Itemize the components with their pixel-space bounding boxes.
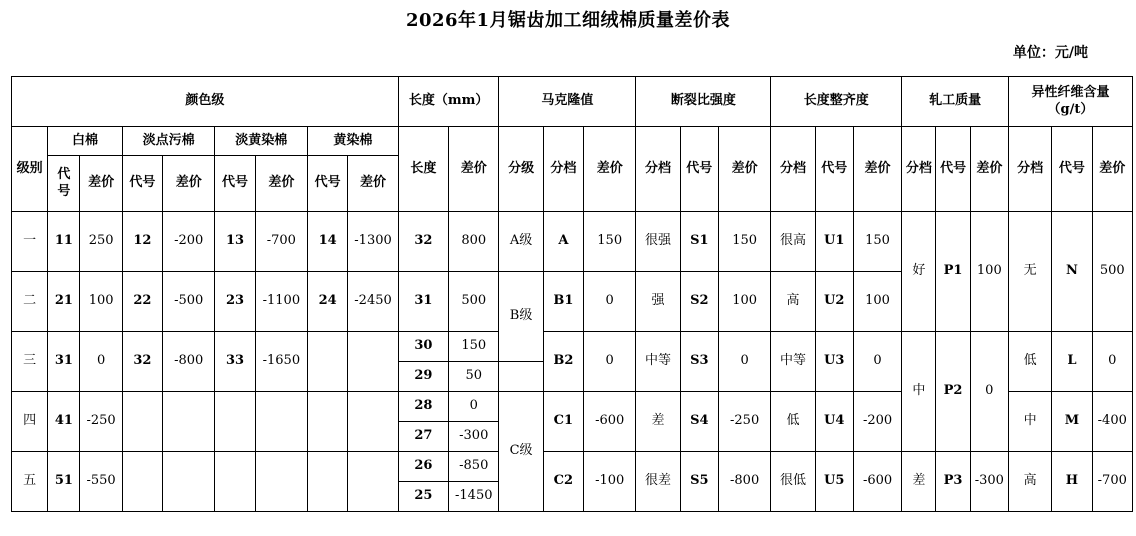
color-diff-cell — [255, 452, 307, 512]
uniformity-diff-cell: 150 — [853, 212, 901, 272]
color-diff-cell: -1100 — [255, 272, 307, 332]
strength-diff-cell: -250 — [718, 392, 770, 452]
color-diff-cell: 100 — [80, 272, 122, 332]
ginning-tier-cell: 好 — [902, 212, 936, 332]
color-code-cell: 31 — [48, 332, 80, 392]
color-type-light-spotted: 淡点污棉 — [122, 127, 215, 156]
grade-label: 二 — [12, 272, 48, 332]
color-code-cell — [215, 452, 255, 512]
foreign-diff-cell: 0 — [1092, 332, 1132, 392]
color-code-cell: 22 — [122, 272, 162, 332]
length-diff-cell: 800 — [449, 212, 499, 272]
uniformity-tier-cell: 很低 — [771, 452, 815, 512]
ginning-diff-cell: -300 — [970, 452, 1008, 512]
uniformity-code-cell: U3 — [815, 332, 853, 392]
mic-tier-cell: C1 — [543, 392, 583, 452]
yellow-code-header: 代号 — [308, 156, 348, 212]
strength-code-cell: S1 — [680, 212, 718, 272]
mic-level-cell: B级 — [499, 272, 543, 362]
uniformity-diff-cell: -600 — [853, 452, 901, 512]
color-type-light-yellow: 淡黄染棉 — [215, 127, 308, 156]
mic-diff-cell: -100 — [584, 452, 636, 512]
color-diff-cell — [348, 452, 398, 512]
color-diff-cell — [348, 332, 398, 392]
color-type-white: 白棉 — [48, 127, 123, 156]
mic-tier-cell: A — [543, 212, 583, 272]
length-diff-cell: 0 — [449, 392, 499, 422]
color-code-cell: 12 — [122, 212, 162, 272]
foreign-tier-cell: 高 — [1008, 452, 1051, 512]
color-diff-cell: -800 — [163, 332, 215, 392]
foreign-diff-cell: -700 — [1092, 452, 1132, 512]
length-value-cell: 27 — [398, 422, 448, 452]
strength-code-cell: S4 — [680, 392, 718, 452]
length-column-header: 长度 — [398, 127, 448, 212]
strength-code-cell: S2 — [680, 272, 718, 332]
ginning-code-cell: P3 — [936, 452, 970, 512]
uniformity-code-cell: U4 — [815, 392, 853, 452]
foreign-tier-cell: 无 — [1008, 212, 1051, 332]
strength-header: 断裂比强度 — [636, 77, 771, 127]
color-code-cell — [308, 392, 348, 452]
foreign-tier-cell: 中 — [1008, 392, 1051, 452]
length-value-cell: 25 — [398, 482, 448, 512]
uniformity-diff-cell: -200 — [853, 392, 901, 452]
strength-diff-cell: 100 — [718, 272, 770, 332]
length-diff-cell: 150 — [449, 332, 499, 362]
uniformity-diff-cell: 100 — [853, 272, 901, 332]
color-code-cell: 14 — [308, 212, 348, 272]
foreign-code-header: 代号 — [1052, 127, 1092, 212]
unit-label: 单位：元/吨 — [1012, 45, 1088, 61]
length-diff-cell: -1450 — [449, 482, 499, 512]
foreign-diff-cell: -400 — [1092, 392, 1132, 452]
uniformity-code-cell: U5 — [815, 452, 853, 512]
color-code-cell: 24 — [308, 272, 348, 332]
length-diff-cell: -850 — [449, 452, 499, 482]
length-diff-cell: -300 — [449, 422, 499, 452]
micronaire-header: 马克隆值 — [499, 77, 636, 127]
mic-diff-header: 差价 — [584, 127, 636, 212]
ginning-diff-cell: 0 — [970, 332, 1008, 452]
foreign-fiber-label: 异性纤维含量 — [1031, 85, 1110, 101]
foreign-code-cell: H — [1052, 452, 1092, 512]
strength-tier-header: 分档 — [636, 127, 680, 212]
uniformity-tier-cell: 很高 — [771, 212, 815, 272]
ginning-diff-cell: 100 — [970, 212, 1008, 332]
uniformity-tier-header: 分档 — [771, 127, 815, 212]
foreign-diff-header: 差价 — [1092, 127, 1132, 212]
uniformity-code-cell: U1 — [815, 212, 853, 272]
color-diff-cell: -2450 — [348, 272, 398, 332]
color-code-cell — [308, 452, 348, 512]
mic-tier-cell: C2 — [543, 452, 583, 512]
strength-tier-cell: 很强 — [636, 212, 680, 272]
yellow-diff-header: 差价 — [348, 156, 398, 212]
color-code-cell: 13 — [215, 212, 255, 272]
grade-column-header: 级别 — [12, 127, 48, 212]
strength-code-cell: S5 — [680, 452, 718, 512]
strength-diff-cell: 150 — [718, 212, 770, 272]
color-code-cell — [122, 452, 162, 512]
uniformity-tier-cell: 高 — [771, 272, 815, 332]
foreign-code-cell: M — [1052, 392, 1092, 452]
mic-diff-cell: 0 — [584, 272, 636, 332]
price-difference-table — [11, 76, 1133, 512]
foreign-code-cell: L — [1052, 332, 1092, 392]
color-code-cell: 23 — [215, 272, 255, 332]
color-diff-cell: -1650 — [255, 332, 307, 392]
ginning-code-cell: P1 — [936, 212, 970, 332]
ginning-code-cell: P2 — [936, 332, 970, 452]
mic-diff-cell: -600 — [584, 392, 636, 452]
white-code-header: 代 号 — [48, 156, 80, 212]
color-code-cell: 21 — [48, 272, 80, 332]
uniformity-diff-cell: 0 — [853, 332, 901, 392]
ginning-quality-header: 轧工质量 — [902, 77, 1009, 127]
grade-label: 一 — [12, 212, 48, 272]
strength-code-header: 代号 — [680, 127, 718, 212]
mic-level-cell: C级 — [499, 392, 543, 512]
strength-tier-cell: 很差 — [636, 452, 680, 512]
color-diff-cell: -1300 — [348, 212, 398, 272]
foreign-diff-cell: 500 — [1092, 212, 1132, 332]
color-diff-cell — [163, 392, 215, 452]
color-diff-cell: 0 — [80, 332, 122, 392]
mic-diff-cell: 0 — [584, 332, 636, 392]
length-diff-header: 差价 — [449, 127, 499, 212]
foreign-fiber-header — [1008, 77, 1132, 127]
light-spotted-code-header: 代号 — [122, 156, 162, 212]
strength-tier-cell: 强 — [636, 272, 680, 332]
length-value-cell: 26 — [398, 452, 448, 482]
uniformity-code-cell: U2 — [815, 272, 853, 332]
mic-level-cell: A级 — [499, 212, 543, 272]
ginning-tier-cell: 中 — [902, 332, 936, 452]
mic-level-header: 分级 — [499, 127, 543, 212]
strength-tier-cell: 中等 — [636, 332, 680, 392]
color-grade-header: 颜色级 — [12, 77, 399, 127]
color-code-cell: 32 — [122, 332, 162, 392]
color-diff-cell — [348, 392, 398, 452]
foreign-code-cell: N — [1052, 212, 1092, 332]
length-value-cell: 31 — [398, 272, 448, 332]
color-type-yellow: 黄染棉 — [308, 127, 399, 156]
foreign-tier-cell: 低 — [1008, 332, 1051, 392]
color-code-cell — [215, 392, 255, 452]
uniformity-tier-cell: 低 — [771, 392, 815, 452]
color-code-cell: 41 — [48, 392, 80, 452]
color-code-cell — [122, 392, 162, 452]
ginning-code-header: 代号 — [936, 127, 970, 212]
page-title: 2026年1月锯齿加工细绒棉质量差价表 — [405, 10, 731, 31]
mic-diff-cell: 150 — [584, 212, 636, 272]
grade-label: 四 — [12, 392, 48, 452]
strength-tier-cell: 差 — [636, 392, 680, 452]
color-code-cell: 51 — [48, 452, 80, 512]
foreign-fiber-unit: （g/t） — [1047, 101, 1094, 117]
color-code-cell — [308, 332, 348, 392]
mic-tier-cell: B2 — [543, 332, 583, 392]
uniformity-code-header: 代号 — [815, 127, 853, 212]
mic-tier-header: 分档 — [543, 127, 583, 212]
grade-label: 五 — [12, 452, 48, 512]
strength-code-cell: S3 — [680, 332, 718, 392]
strength-diff-cell: -800 — [718, 452, 770, 512]
color-diff-cell — [255, 392, 307, 452]
color-code-cell: 11 — [48, 212, 80, 272]
color-diff-cell: -500 — [163, 272, 215, 332]
ginning-tier-header: 分档 — [902, 127, 936, 212]
color-diff-cell: -200 — [163, 212, 215, 272]
color-diff-cell — [163, 452, 215, 512]
color-code-cell: 33 — [215, 332, 255, 392]
ginning-tier-cell: 差 — [902, 452, 936, 512]
length-header: 长度（mm） — [398, 77, 499, 127]
white-diff-header: 差价 — [80, 156, 122, 212]
color-diff-cell: -550 — [80, 452, 122, 512]
strength-diff-cell: 0 — [718, 332, 770, 392]
length-value-cell: 30 — [398, 332, 448, 362]
light-yellow-code-header: 代号 — [215, 156, 255, 212]
length-value-cell: 32 — [398, 212, 448, 272]
mic-tier-cell: B1 — [543, 272, 583, 332]
length-diff-cell: 500 — [449, 272, 499, 332]
length-value-cell: 28 — [398, 392, 448, 422]
color-diff-cell: -250 — [80, 392, 122, 452]
light-spotted-diff-header: 差价 — [163, 156, 215, 212]
color-diff-cell: 250 — [80, 212, 122, 272]
uniformity-diff-header: 差价 — [853, 127, 901, 212]
light-yellow-diff-header: 差价 — [255, 156, 307, 212]
uniformity-header: 长度整齐度 — [771, 77, 902, 127]
uniformity-tier-cell: 中等 — [771, 332, 815, 392]
ginning-diff-header: 差价 — [970, 127, 1008, 212]
foreign-tier-header: 分档 — [1008, 127, 1051, 212]
length-diff-cell: 50 — [449, 362, 499, 392]
length-value-cell: 29 — [398, 362, 448, 392]
color-diff-cell: -700 — [255, 212, 307, 272]
strength-diff-header: 差价 — [718, 127, 770, 212]
grade-label: 三 — [12, 332, 48, 392]
